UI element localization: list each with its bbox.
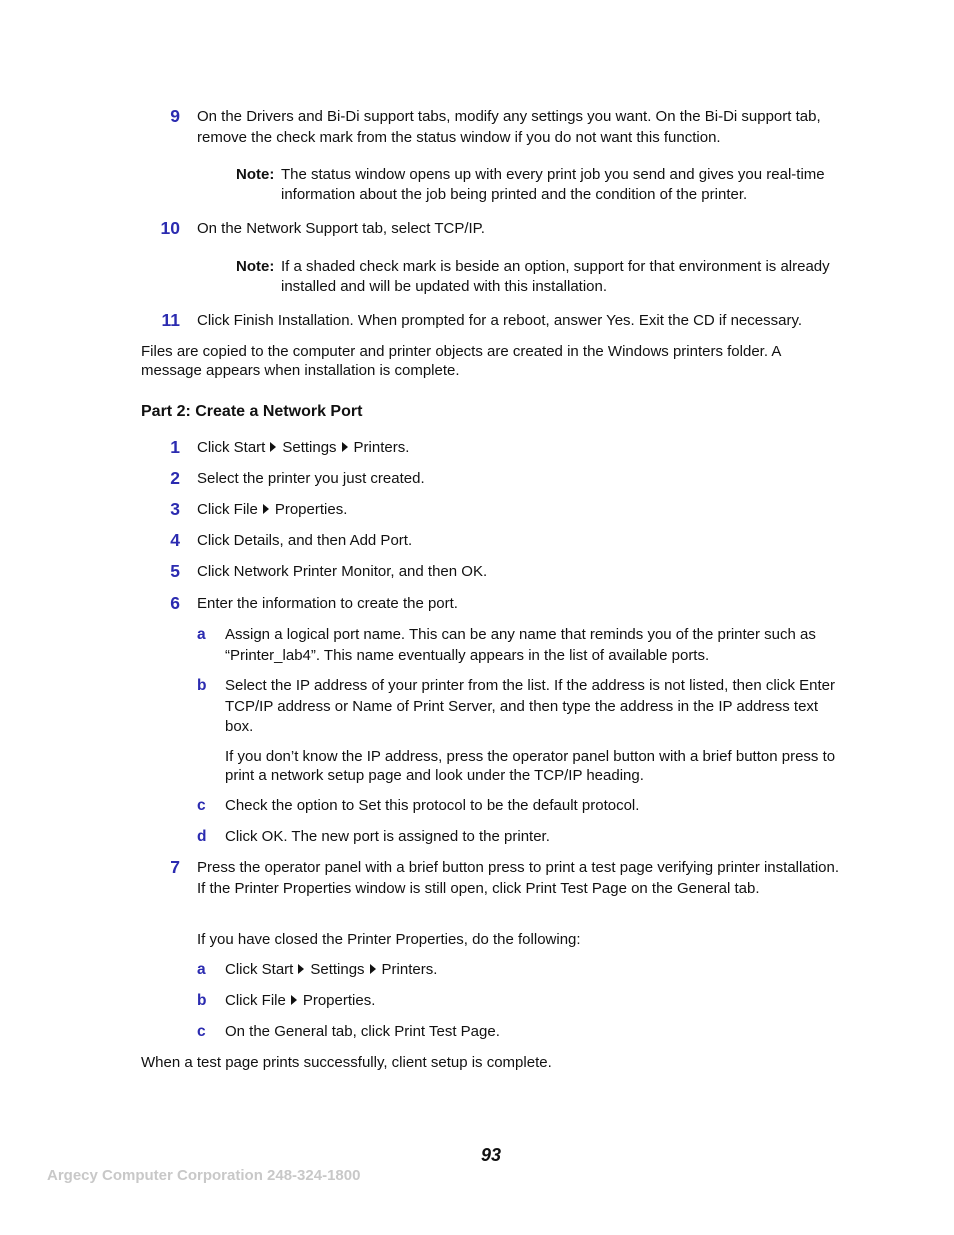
note-text: If a shaded check mark is beside an option, support for that environment is already installed and will be updated with this installation. — [281, 258, 830, 295]
footer-text: Argecy Computer Corporation 248-324-1800 — [47, 1167, 361, 1184]
step-text: On the Network Support tab, select TCP/IP. — [197, 220, 485, 237]
substep-note: If you don’t know the IP address, press the operator panel button with a brief button press to print a network setup page and look under the TCP/IP heading. — [225, 748, 836, 784]
menu-arrow-icon — [342, 442, 348, 452]
substep-letter: d — [197, 828, 207, 845]
step-text: On the Drivers and Bi-Di support tabs, modify any settings you want. On the Bi-Di support tab, remove the check mark from the status window if you do not want this function. — [197, 108, 821, 146]
menu-arrow-icon — [298, 964, 304, 974]
substep-letter: a — [197, 626, 206, 643]
step-note: If you have closed the Printer Properties, do the following: — [197, 931, 581, 948]
step-number: 6 — [170, 593, 180, 613]
substep-letter: c — [197, 1023, 206, 1040]
substep-text: Click Start Settings Printers. — [225, 961, 438, 978]
note-label: Note: — [236, 258, 275, 275]
step-number: 7 — [170, 857, 180, 877]
substep-text: Click File Properties. — [225, 992, 376, 1009]
substep-text: Select the IP address of your printer from the list. If the address is not listed, then click Enter TCP/IP address or Name of Print Server, and then type the address in the IP address text box. — [225, 677, 836, 735]
step-number: 1 — [170, 437, 180, 457]
step-text: Click File Properties. — [197, 501, 348, 518]
note-label: Note: — [236, 166, 275, 183]
menu-arrow-icon — [370, 964, 376, 974]
page-number: 93 — [481, 1145, 502, 1165]
substep-letter: b — [197, 677, 207, 694]
menu-arrow-icon — [291, 995, 297, 1005]
step-number: 2 — [170, 468, 180, 488]
menu-arrow-icon — [270, 442, 276, 452]
step-text: Click Finish Installation. When prompted for a reboot, answer Yes. Exit the CD if necessary. — [197, 312, 802, 329]
step-text: Enter the information to create the port. — [197, 595, 458, 612]
step-number: 3 — [170, 499, 180, 519]
menu-arrow-icon — [263, 504, 269, 514]
substep-letter: c — [197, 797, 206, 814]
step-text: Press the operator panel with a brief button press to print a test page verifying printer installation. If the Printer Properties window is still open, click Print Test Page on the General tab. — [197, 859, 840, 897]
step-text: Select the printer you just created. — [197, 470, 425, 487]
step-text: Click Network Printer Monitor, and then OK. — [197, 563, 488, 580]
substep-letter: a — [197, 961, 206, 978]
body-paragraph: When a test page prints successfully, client setup is complete. — [141, 1054, 552, 1071]
body-paragraph: Files are copied to the computer and printer objects are created in the Windows printers folder. A message appears when installation is complete. — [141, 343, 781, 379]
note-text: The status window opens up with every print job you send and gives you real-time information about the job being printed and the condition of the printer. — [281, 166, 825, 203]
step-text: Click Details, and then Add Port. — [197, 532, 413, 549]
step-number: 4 — [170, 530, 180, 550]
step-text: Click Start Settings Printers. — [197, 439, 410, 456]
step-number: 10 — [160, 218, 180, 238]
substep-text: Click OK. The new port is assigned to the printer. — [225, 828, 550, 845]
step-number: 11 — [161, 310, 180, 330]
step-number: 9 — [170, 106, 180, 126]
section-heading: Part 2: Create a Network Port — [141, 403, 363, 420]
substep-text: On the General tab, click Print Test Page. — [225, 1023, 500, 1040]
step-number: 5 — [170, 561, 180, 581]
substep-text: Check the option to Set this protocol to be the default protocol. — [225, 797, 640, 814]
substep-letter: b — [197, 992, 207, 1009]
substep-text: Assign a logical port name. This can be any name that reminds you of the printer such as “Printer_lab4”. This name eventually appears in the list of available ports. — [225, 626, 816, 664]
